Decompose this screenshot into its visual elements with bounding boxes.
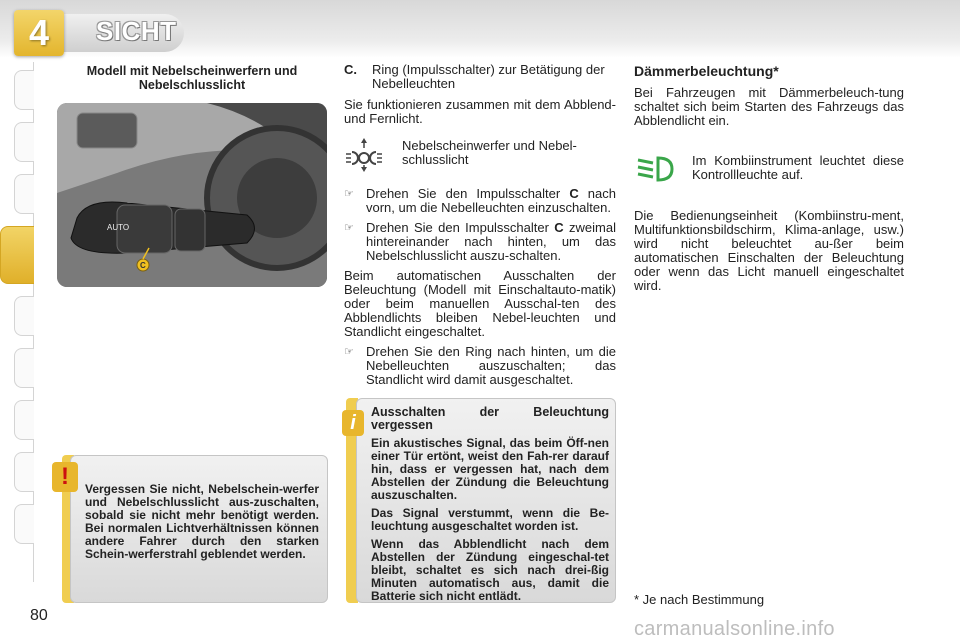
bullet-ring-back-text: Drehen Sie den Ring nach hinten, um die Nebelleuchten auszuschalten; das Standlicht wird damit ausgeschaltet.	[366, 344, 616, 387]
auto-label: AUTO	[107, 223, 130, 232]
side-tab-active[interactable]	[0, 226, 34, 284]
side-tab[interactable]	[14, 122, 34, 162]
control-unit-paragraph: Die Bedienungseinheit (Kombiinstru-ment, Multifunktionsbildschirm, Klima-anlage, usw.) wird nicht beleuchtet au-ßer beim automatischen Einschalten der Beleuchtung oder wenn das Licht manuell eingeschaltet wird.	[634, 208, 904, 293]
footnote: * Je nach Bestimmung	[634, 592, 765, 607]
auto-off-paragraph: Beim automatischen Ausschalten der Beleuchtung (Modell mit Einschaltauto-matik) oder beim manuellen Ausschal-ten des Abblendlichts bleiben Nebel-leuchten und Standlicht eingeschaltet.	[344, 268, 616, 339]
bullet-front-key: C	[569, 186, 579, 201]
bullet-front-text: Drehen Sie den Impulsschalter	[366, 186, 570, 201]
page-number: 80	[30, 607, 48, 624]
indicator-row	[634, 154, 904, 187]
info-box	[356, 398, 616, 603]
daylight-paragraph: Bei Fahrzeugen mit Dämmerbeleuch-tung schaltet sich beim Starten des Fahrzeugs das Abblendlicht ein.	[634, 85, 904, 128]
lighting-stalk-photo	[57, 103, 327, 287]
item-c	[344, 63, 616, 91]
info-text	[371, 406, 609, 603]
hand-pointer-icon: ☞	[344, 222, 354, 234]
chapter-number: 4	[28, 12, 50, 53]
bullet-rear-key: C	[554, 220, 564, 235]
warning-icon: !	[52, 462, 78, 492]
low-beam-indicator-icon	[634, 154, 692, 187]
lighting-stalk-illustration	[57, 103, 327, 287]
side-tab[interactable]	[14, 348, 34, 388]
bullet-front	[344, 187, 616, 215]
left-column	[57, 64, 327, 92]
watermark: carmanualsonline.info	[634, 618, 835, 640]
item-c-label: C.	[344, 62, 357, 77]
middle-column	[344, 63, 616, 393]
bullet-ring-back	[344, 345, 616, 387]
ring-label: C	[140, 261, 146, 270]
hand-pointer-icon: ☞	[344, 188, 354, 200]
info-title: Ausschalten der Beleuchtung vergessen	[371, 405, 609, 432]
hand-pointer-icon: ☞	[344, 346, 354, 358]
chapter-badge	[14, 10, 64, 56]
info-paragraph-3: Wenn das Abblendlicht nach dem Abstellen der Zündung eingeschal-tet bleibt, schaltet es sich nach drei-ßig Minuten automatisch aus, damit die Batterie sich nicht entlädt.	[371, 537, 609, 603]
side-tab[interactable]	[14, 452, 34, 492]
side-tab-rail	[0, 62, 34, 582]
bullet-front-text-end: nach vorn, um die Nebelleuchten einzuschalten.	[366, 186, 616, 215]
bullet-rear	[344, 221, 616, 263]
bullet-rear-text-end: zweimal hintereinander nach hinten, um das Nebelschlusslicht auszu-schalten.	[366, 220, 616, 263]
side-tab[interactable]	[14, 174, 34, 214]
info-icon: i	[342, 410, 364, 436]
fog-light-label: Nebelscheinwerfer und Nebel-schlusslicht	[402, 138, 577, 167]
right-column	[634, 64, 904, 299]
warning-box	[70, 455, 328, 603]
side-tab[interactable]	[14, 504, 34, 544]
bullet-rear-text: Drehen Sie den Impulsschalter	[366, 220, 555, 235]
info-paragraph-1: Ein akustisches Signal, das beim Öff-nen einer Tür ertönt, weist den Fah-rer darauf hin, dass er vergessen hat, nach dem Abstellen der Zündung die Beleuchtung auszuschalten.	[371, 436, 609, 502]
side-tab[interactable]	[14, 70, 34, 110]
item-c-text: Ring (Impulsschalter) zur Betätigung der Nebelleuchten	[372, 62, 605, 91]
warning-text: Vergessen Sie nicht, Nebelschein-werfer und Nebelschlusslicht aus-zuschalten, sobald sie nicht mehr benötigt werden. Bei normalen Lichtverhältnissen können andere Fahrer durch den starken Schein-werferstrahl geblendet werden.	[85, 482, 319, 561]
indicator-text: Im Kombiinstrument leuchtet diese Kontrollleuchte auf.	[692, 153, 904, 182]
info-paragraph-2: Das Signal verstummt, wenn die Be-leuchtung ausgeschaltet worden ist.	[371, 506, 609, 533]
function-paragraph: Sie funktionieren zusammen mit dem Abblend- und Fernlicht.	[344, 97, 616, 126]
side-tab[interactable]	[14, 400, 34, 440]
side-tab[interactable]	[14, 296, 34, 336]
fog-light-icon	[344, 136, 402, 175]
chapter-title: SICHT	[96, 16, 177, 46]
daylight-title: Dämmerbeleuchtung*	[634, 63, 779, 79]
fog-light-row	[344, 136, 616, 175]
model-heading: Modell mit Nebelscheinwerfern und Nebelschlusslicht	[86, 64, 298, 92]
